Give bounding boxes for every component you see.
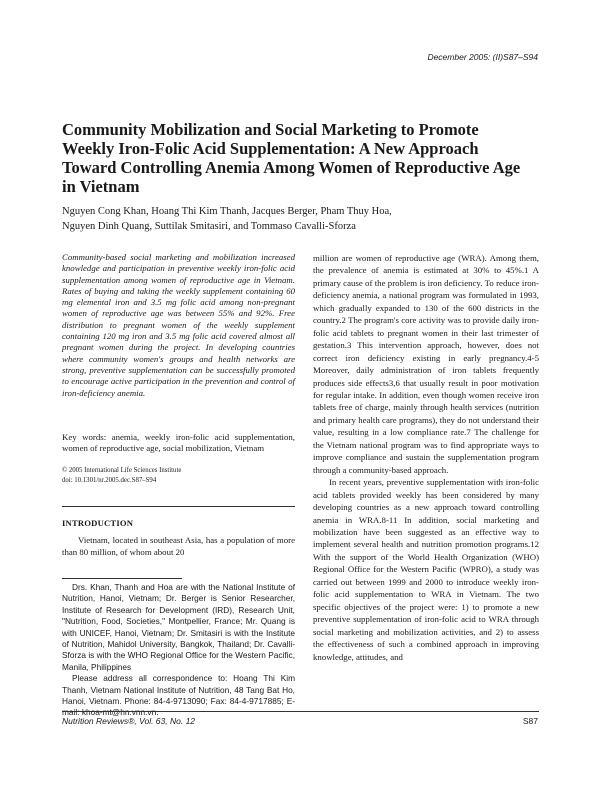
footer-page-number: S87 (522, 716, 538, 726)
body-paragraph-2: In recent years, preventive supplementation with iron-folic acid tablets provided weekly has been considered by many developing countries as a new approach toward controlling anemia in WRA.8-11 In addition, social marketing and mobilization have been suggested as an effective way to implement several health and nutrition promotion programs.12 With the support of the World Health Organization (WHO) Regional Office for the Western Pacific (WPRO), a study was carried out between 1999 and 2000 to introduce weekly iron-folic acid supplementation to WRA in Vietnam. The two specific objectives of the project were: 1) to promote a new preventive supplementation of iron-folic acid to WRA through social marketing and mobilization activities, and 2) to assess the effectiveness of such a combined approach in improving knowledge, attitudes, and (313, 477, 539, 662)
doi: doi: 10.1301/nr.2005.dec.S87–S94 (62, 477, 157, 484)
author-affiliations-footnote (62, 582, 295, 719)
body-column-right (313, 252, 539, 663)
footer-journal-citation: Nutrition Reviews®, Vol. 63, No. 12 (62, 716, 196, 726)
author-list (62, 205, 542, 234)
keywords: Key words: anemia, weekly iron-folic acid supplementation, women of reproductive age, social mobilization, Vietnam (62, 432, 295, 454)
copyright-notice: © 2005 International Life Sciences Institute (62, 467, 182, 474)
article-title: Community Mobilization and Social Marketing to Promote Weekly Iron-Folic Acid Supplementation: A New Approach Toward Controlling Anemia Among Women of Reproductive Age in Vietnam (62, 120, 521, 196)
body-paragraph-1: million are women of reproductive age (WRA). Among them, the prevalence of anemia is estimated at 30% to 45%.1 A primary cause of the problem is iron deficiency. To reduce iron-deficiency anemia, a national program was formulated in 1993, which gradually expanded to 130 of the 600 districts in the country.2 The program's core activity was to provide daily iron-folic acid tablets to pregnant women in their last trimester of gestation.3 This intervention approach, however, does not correct iron deficiency existing in early pregnancy.4-5 Moreover, daily administration of iron tablets frequently produces side effects3,6 that usually result in poor motivation for regular intake. In addition, even though women receive iron tablets free of charge, mainly through health services (nutrition and primary health care programs), they do not understand their value, resulting in a low compliance rate.7 The challenge for the Vietnam national program was to find appropriate ways to improve compliance and sustain the supplementation program through a community-based approach. (313, 253, 539, 475)
correspondence-text: Please address all correspondence to: Hoang Thi Kim Thanh, Vietnam National Institute of Nutrition, 48 Tang Bat Ho, Hanoi, Vietnam. Phone: 84-4-9713090; Fax: 84-4-9717885; E-mail: khoa-mt@hn.vnn.vn. (62, 673, 295, 718)
affiliations-text: Drs. Khan, Thanh and Hoa are with the National Institute of Nutrition, Hanoi, Vietnam; Dr. Berger is Senior Researcher, Institute of Research for Development (IRD), Research Unit, "Nutrition, Food, Societies," Montpellier, France; Mr. Quang is with UNICEF, Hanoi, Vietnam; Dr. Smitasiri is with the Institute of Nutrition, Mahidol University, Bangkok, Thailand; Dr. Cavalli-Sforza is with the WHO Regional Office for the Western Pacific, Manila, Philippines (62, 582, 295, 672)
running-header-citation: December 2005: (II)S87–S94 (427, 52, 538, 62)
section-divider (62, 506, 295, 507)
footnote-divider (62, 578, 182, 579)
section-heading-introduction: INTRODUCTION (62, 518, 134, 528)
author-line-2: Nguyen Dinh Quang, Suttilak Smitasiri, and Tommaso Cavalli-Sforza (62, 220, 356, 232)
abstract: Community-based social marketing and mobilization increased knowledge and participation in preventive weekly iron-folic acid supplementation among women of reproductive age in Vietnam. Rates of buying and taking the weekly supplement containing 60 mg elemental iron and 3.5 mg folic acid among non-pregnant women of reproductive age was between 55% and 92%. Free distribution to pregnant women of the weekly supplement containing 120 mg iron and 3.5 mg folic acid covered almost all pregnant women during the project. In developing countries where community women's groups and health networks are strong, preventive supplementation can be successfully promoted to encourage active participation in the prevention and control of iron-deficiency anemia. (62, 252, 295, 398)
intro-paragraph: Vietnam, located in southeast Asia, has a population of more than 80 million, of whom about 20 (62, 535, 295, 558)
author-line-1: Nguyen Cong Khan, Hoang Thi Kim Thanh, Jacques Berger, Pham Thuy Hoa, (62, 206, 392, 217)
footer-divider (62, 711, 539, 712)
copyright-block (62, 466, 295, 486)
